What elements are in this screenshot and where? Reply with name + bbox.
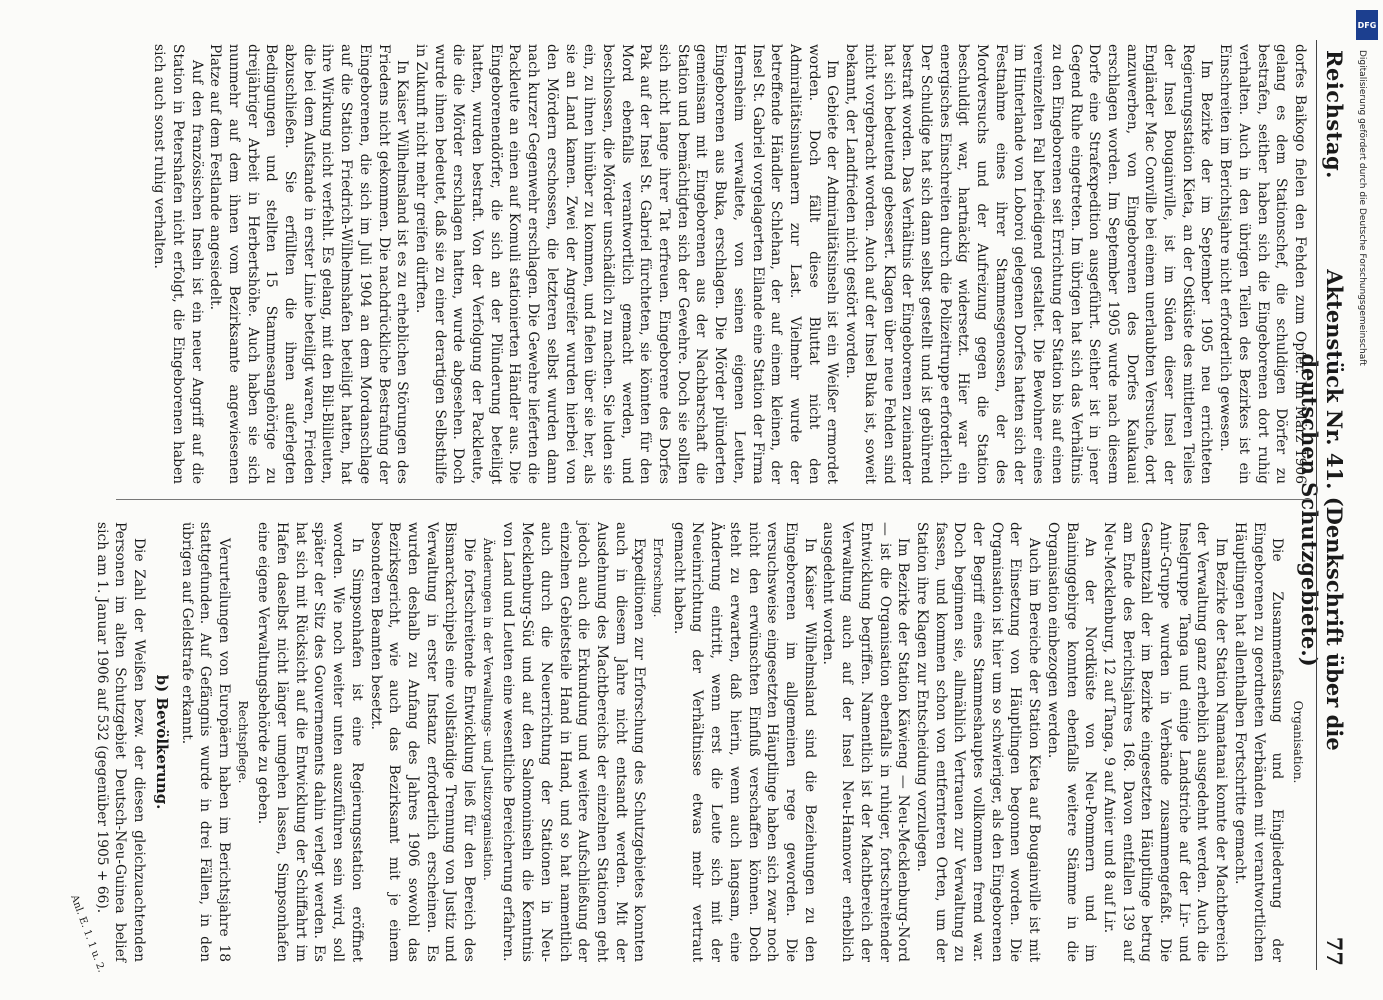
paragraph: In Kaiser Wilhelmsland sind die Beziehungen zu den Eingeborenen im allgemeinen rege geworden. Die versuchsweise eingesetzten Häuptlinge haben sich zwar noch nicht den erwünschten Einfluß verschaffen können. Doch steht zu erwarten, daß hierin, wenn auch langsam, eine Änderung eintritt, wenn erst die Leute sich mit der Neueinrichtung der Verhältnisse etwas mehr vertraut gemacht haben.: [670, 522, 818, 962]
section-heading: b) Bevölkerung.: [152, 674, 171, 810]
paragraph: Die Zahl der Weißen bezw. der diesen gleichzuachtenden Personen im alten Schutzgebiet Deutsch-Neu-Guinea belief sich am 1. Januar 1906 auf 532 (gegenüber 1905 + 66).: [93, 522, 148, 962]
dfg-logo: DFG: [1356, 10, 1378, 40]
paragraph: dorfes Baikogo fielen den Fehden zum Opfer. Im März 1906 gelang es dem Stationschef, die schuldigen Dörfer zu bestrafen, seither haben sich die Eingeborenen dort ruhig verhalten. Auch in den übrigen Teilen des Bezirkes ist ein Einschreiten im Berichtsjahre nicht erforderlich gewesen.: [1217, 44, 1308, 484]
paragraph: Im Bezirke der im September 1905 neu errichteten Regierungsstation Kieta, an der Ostküste des mittleren Teiles der Insel Bougainville, ist im Süden dieser Insel der Engländer Mac Conville bei einem unerlaubten Versuche, dort anzuwerben, von Eingeborenen des Dorfes Kaukauai erschlagen worden. Im September 1905 wurde nach diesem Dorfe eine Strafexpedition ausgeführt. Seither ist in jener Gegend Ruhe eingetreten. Im übrigen hat sich das Verhältnis zu den Eingeborenen seit Errichtung der Station bis auf einen vereinzelten Fall befriedigend gestaltet. Die Bewohner eines im Hinterlande von Loboroi gelegenen Dorfes hatten sich der Festnahme eines ihrer Stammesgenossen, der des Mordversuchs und der Aufreizung gegen die Station beschuldigt war, hartnäckig widersetzt. Hier war ein energisches Einschreiten durch die Polizeitruppe erforderlich. Der Schuldige hat sich dann selbst gestellt und ist gebührend bestraft worden. Das Verhältnis der Eingeborenen zueinander hat sich bedeutend gebessert. Klagen über neue Fehden sind nicht vorgebracht worden. Auch auf der Insel Buka ist, soweit bekannt, der Landfrieden nicht gestört worden.: [843, 44, 1215, 484]
margin-note: Anl. E. 1. 1 u. 2.: [68, 893, 107, 974]
paragraph: Die fortschreitende Entwicklung ließ für den Bereich des Bismarckarchipels eine vollständige Trennung von Justiz und Verwaltung in erster Instanz erforderlich erscheinen. Es wurden deshalb zu Anfang des Jahres 1906 sowohl das Bezirksgericht, wie auch das Bezirksamt mit je einem besonderen Beamten besetzt.: [367, 522, 478, 962]
header-title: Aktenstück Nr. 41. (Denkschrift über die deutschen Schutzgebiete.): [1297, 269, 1347, 751]
paragraph: In Simpsonhafen ist eine Regierungsstation eröffnet worden. Wie noch weiter unten auszuführen sein wird, soll später der Sitz des Gouvernements dahin verlegt werden. Es hat sich mit Rücksicht auf die Entwicklung der Schiffahrt im Hafen daselbst nicht länger umgehen lassen, Simpsonhafen eine eigene Verwaltungsbehörde zu geben.: [255, 522, 365, 962]
column-divider: [116, 499, 1311, 500]
page-number: 77: [1322, 936, 1347, 966]
paragraph: Expeditionen zur Erforschung des Schutzgebietes konnten auch in diesem Jahre nicht entsandt werden. Mit der Ausdehnung des Machtbereichs der einzelnen Stationen geht jedoch auch die Erkundung und weitere Aufschließung der einzelnen Gebietsteile Hand in Hand, und so hat namentlich auch durch die Neuerrichtung der Stationen in Neu-Mecklenburg-Süd und auf den Salomoninseln die Kenntnis von Land und Leuten eine wesentliche Bereicherung erfahren.: [500, 522, 648, 962]
paragraph: In Kaiser Wilhelmsland ist es zu erheblichen Störungen des Friedens nicht gekommen. Die nachdrückliche Bestrafung der Eingeborenen, die sich im Juli 1904 an dem Mordanschlage auf die Station Friedrich-Wilhelmshafen beteiligt hatten, hat ihre Wirkung nicht verfehlt. Es gelang, mit den Bili-Bilileuten, die bei dem Aufstande in erster Linie beteiligt waren, Frieden abzuschließen. Sie erfüllten die ihnen auferlegten Bedingungen und stellten 15 Stammesangehörige zu dreijähriger Arbeit in Herbertshöhe. Auch haben sie sich nunmehr auf dem ihnen vom Bezirksamte angewiesenen Platze auf dem Festlande angesiedelt.: [207, 44, 411, 484]
paragraph: Verurteilungen von Europäern haben im Berichtsjahre 18 stattgefunden. Auf Gefängnis wurde in drei Fällen, in den übrigen auf Geldstrafe erkannt.: [178, 522, 232, 962]
digitization-note: Digitalisierung gefördert durch die Deutsche Forschungsgemeinschaft: [1357, 50, 1367, 366]
left-column: [149, 44, 1309, 484]
section-subheading: Erforschung.: [651, 538, 666, 618]
header-chamber: Reichstag.: [1322, 50, 1347, 179]
paragraph: Im Bezirke der Station Käwieng — Neu-Mecklenburg-Nord — ist die Organisation ebenfalls in ruhiger, fortschreitender Entwicklung begriffen. Namentlich ist der Machtbereich der Verwaltung auch auf der Insel Neu-Hannover erheblich ausgedehnt worden.: [820, 522, 912, 962]
header-rule: [1316, 40, 1317, 970]
paragraph: An der Nordküste von Neu-Pommern und im Baininggebirge konnten ebenfalls weitere Stämme in die Organisation einbezogen werden.: [1044, 522, 1099, 962]
right-column: [92, 522, 1309, 962]
section-subheading: Organisation.: [1291, 700, 1305, 784]
paragraph: Auf den französischen Inseln ist ein neuer Angriff auf die Station in Petershafen nicht erfolgt, die Eingeborenen haben sich auch sonst ruhig verhalten.: [151, 44, 205, 484]
paragraph: Im Bezirke der Station Namatanai konnte der Machtbereich der Verwaltung ganz erheblich ausgedehnt werden. Auch die Inselgruppe Tanga und einige Landstriche auf der Lir- und Anir-Gruppe wurden in Verbände zusammengefaßt. Die Gesamtzahl der im Bezirke eingesetzten Häuptlinge betrug am Ende des Berichtsjahres 168. Davon entfallen 139 auf Neu-Mecklenburg, 12 auf Tanga, 9 auf Anier und 8 auf Lir.: [1100, 522, 1230, 962]
section-subheading: Rechtspflege.: [235, 700, 250, 784]
section-subheading: Änderungen in der Verwaltungs- und Justizorganisation.: [480, 538, 495, 881]
paragraph: Die Zusammenfassung und Eingliederung der Eingeborenen zu geordneten Verbänden mit verantwortlichen Häuptlingen hat allenthalben Fortschritte gemacht.: [1231, 522, 1286, 962]
paragraph: Auch im Bereiche der Station Kieta auf Bougainville ist mit der Einsetzung von Häuptlingen begonnen worden. Die Organisation ist hier um so schwieriger, als den Eingeborenen der Begriff eines Stammeshauptes vollkommen fremd war. Doch beginnen sie, allmählich Vertrauen zur Verwaltung zu fassen, und kommen schon von entfernteren Orten, um der Station ihre Klagen zur Entscheidung vorzulegen.: [913, 522, 1043, 962]
paragraph: Im Gebiete der Admiralitätsinseln ist ein Weißer ermordet worden. Doch fällt diese Bluttat nicht den Admiralitätsinsulanern zur Last. Vielmehr wurde der betreffende Händler Schlehan, der auf einem kleinen, der Insel St. Gabriel vorgelagerten Eilande eine Station der Firma Hernsheim verwaltete, von seinen eigenen Leuten, Eingeborenen aus Buka, erschlagen. Die Mörder plünderten gemeinsam mit Eingeborenen aus der Nachbarschaft die Station und bemächtigten sich der Gewehre. Doch sie sollten sich nicht lange ihrer Tat erfreuen. Eingeborene des Dorfes Pak auf der Insel St. Gabriel fürchteten, sie könnten für den Mord ebenfalls verantwortlich gemacht werden, und beschlossen, die Mörder unschädlich zu machen. Sie luden sie ein, zu ihnen hinüber zu kommen, und fielen über sie her, als sie an Land kamen. Zwei der Angreifer wurden hierbei von den Mördern erschossen, die letzteren selbst wurden dann nach kurzer Gegenwehr erschlagen. Die Gewehre lieferten die Packleute an einen auf Komuli stationierten Händler aus. Die Eingeborenendörfer, die sich an der Plünderung beteiligt hatten, wurden bestraft. Von der Verfolgung der Packleute, die die Mörder erschlagen hatten, wurde abgesehen. Doch wurde ihnen bedeutet, daß sie zu einer derartigen Selbsthilfe in Zukunft nicht mehr greifen dürften.: [412, 44, 841, 484]
